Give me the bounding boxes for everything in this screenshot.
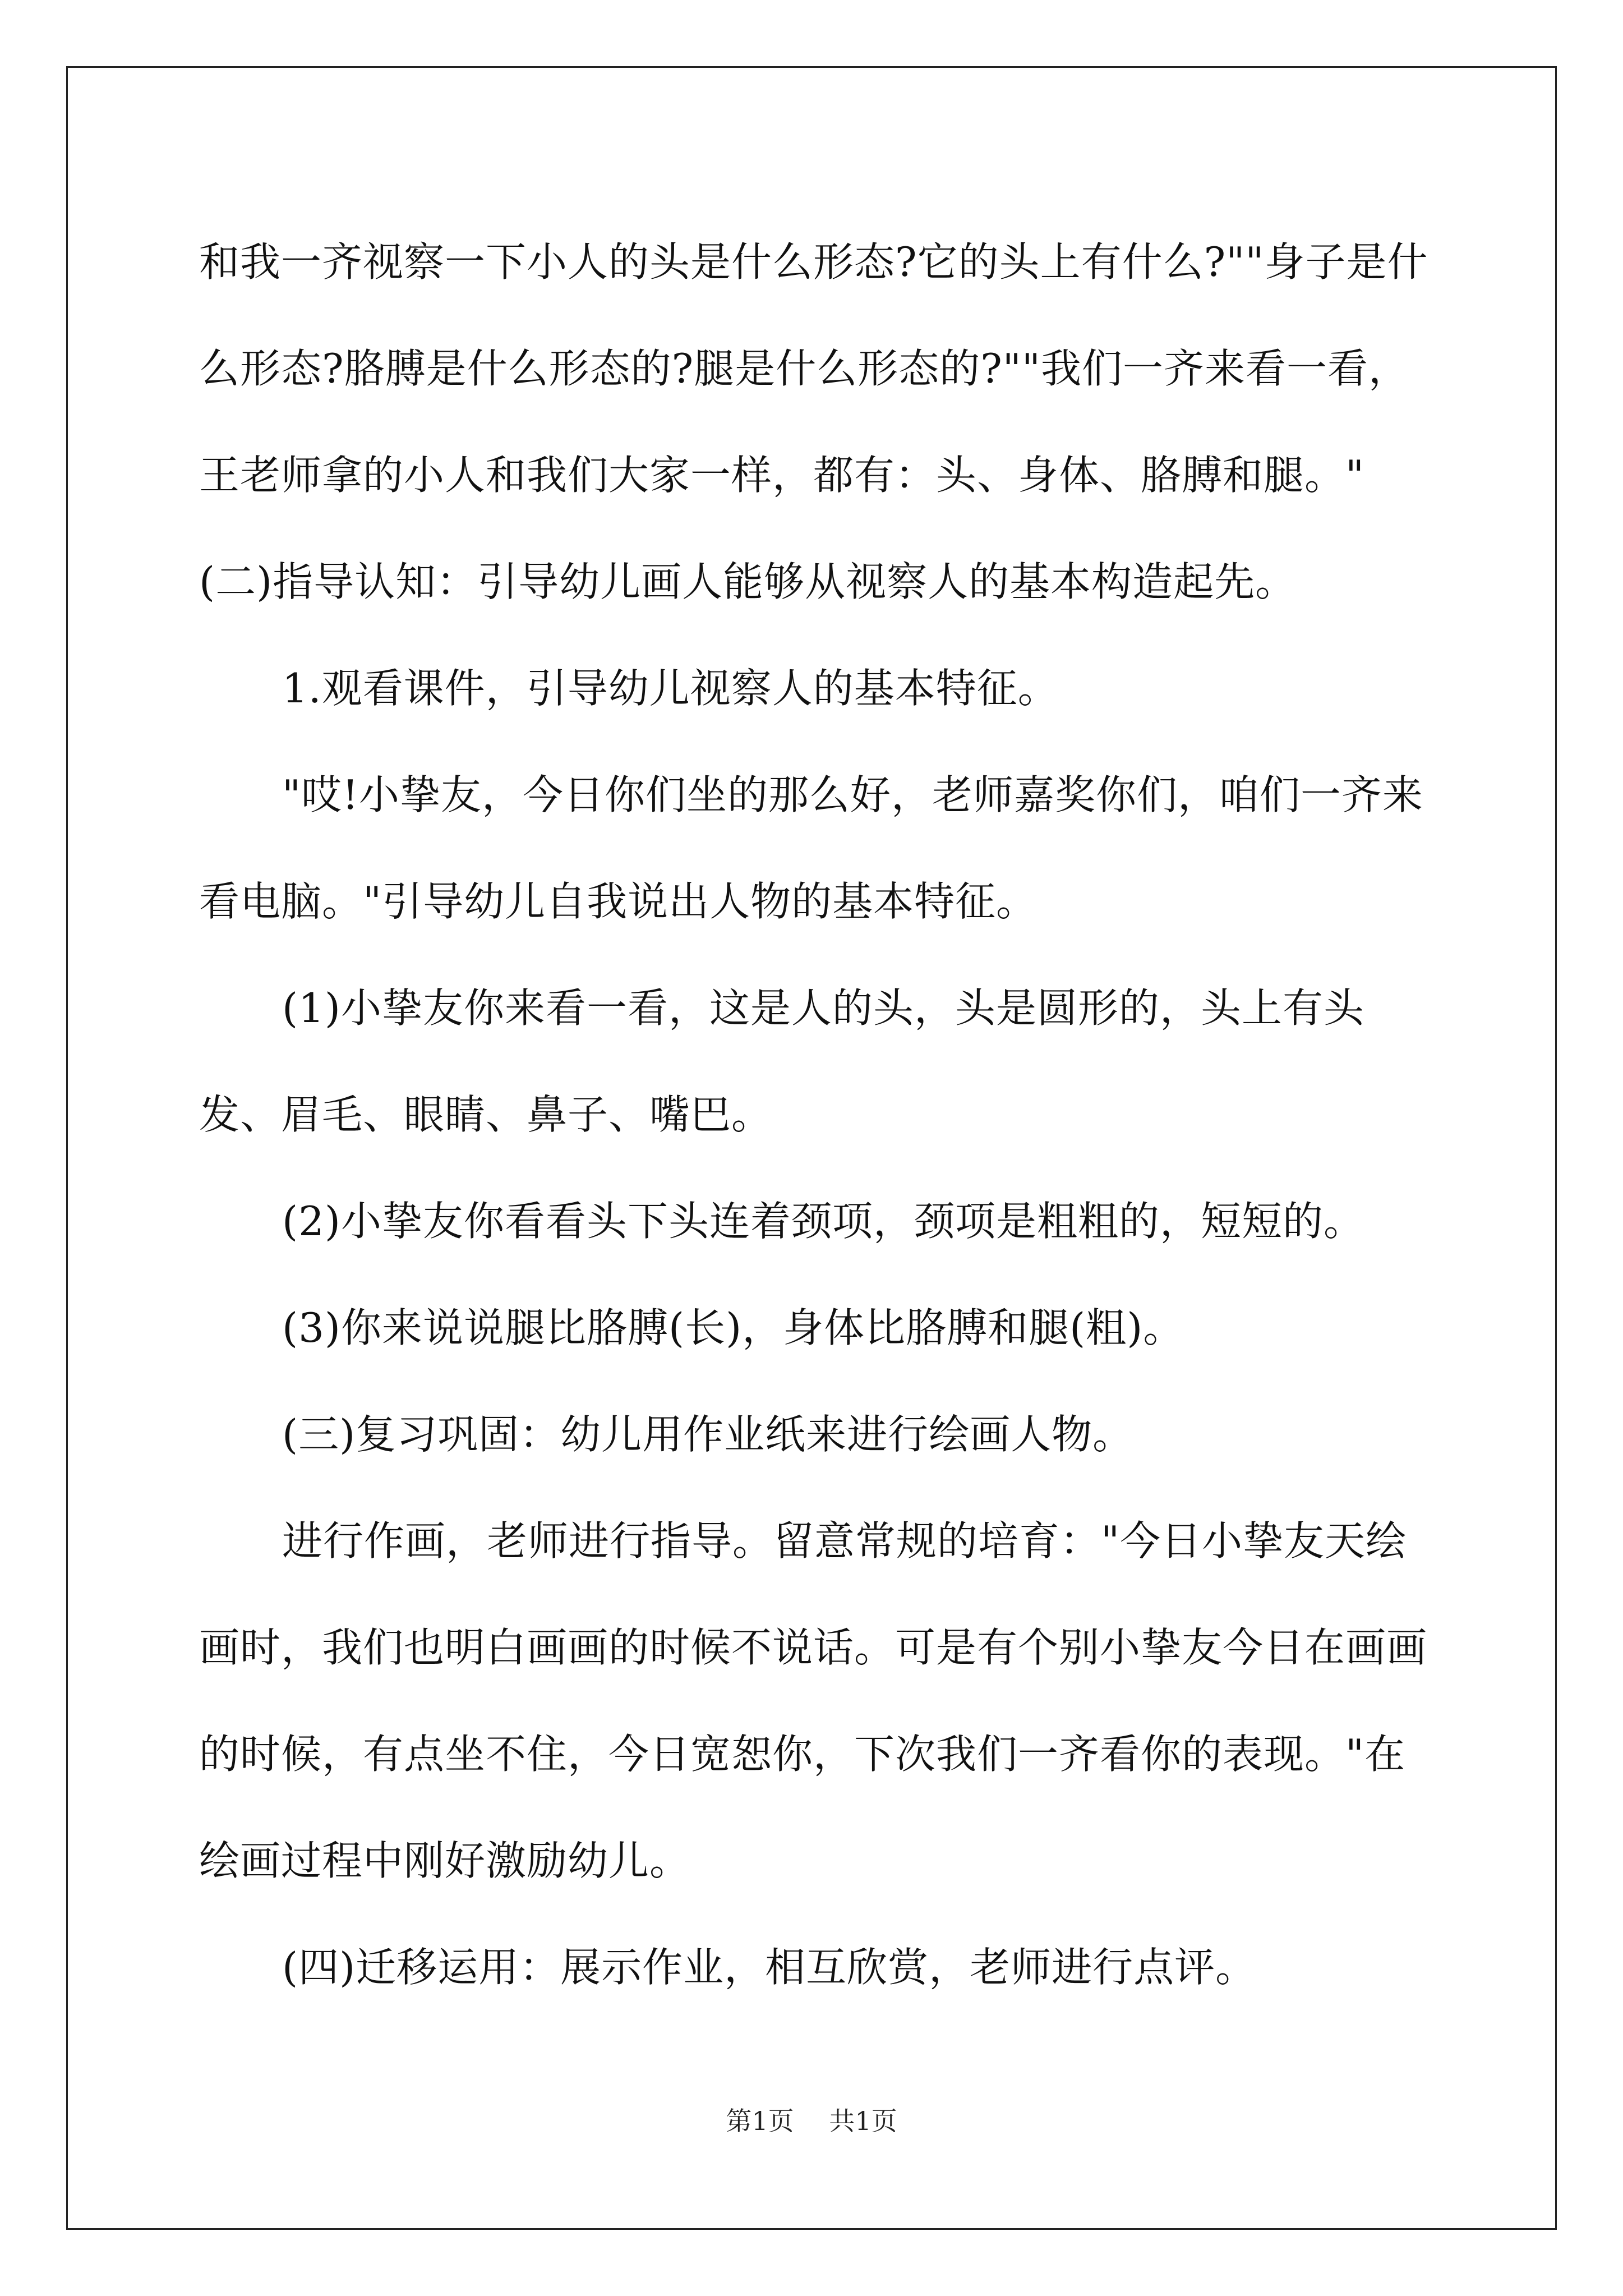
page-number: 第1页 <box>726 2106 794 2136</box>
paragraph-4: (1)小挚友你来看一看，这是人的头，头是圆形的，头上有头发、眉毛、眼睛、鼻子、嘴巴。 <box>199 984 1364 1138</box>
paragraph-8: 进行作画，老师进行指导。留意常规的培育："今日小挚友天绘画时，我们也明白画画的时候不说话。可是有个别小挚友今日在画画的时候，有点坐不住，今日宽恕你，下次我们一齐看你的表现。"在绘画过程中刚好激励幼儿。 <box>199 1517 1428 1884</box>
document-body <box>199 209 1433 2021</box>
paragraph-6: (3)你来说说腿比胳膊(长)，身体比胳膊和腿(粗)。 <box>282 1304 1184 1351</box>
paragraph-2: 1.观看课件，引导幼儿视察人的基本特征。 <box>282 665 1059 712</box>
paragraph-1: 和我一齐视察一下小人的头是什么形态?它的头上有什么?""身子是什么形态?胳膊是什么形态的?腿是什么形态的?""我们一齐来看一看，王老师拿的小人和我们大家一样，都有：头、身体、胳膊和腿。"(二)指导认知：引导幼儿画人能够从视察人的基本构造起先。 <box>199 238 1428 605</box>
paragraph-7: (三)复习巩固：幼儿用作业纸来进行绘画人物。 <box>282 1411 1134 1458</box>
page-total: 共1页 <box>829 2106 897 2136</box>
page-footer <box>0 2101 1623 2138</box>
paragraph-9: (四)迁移运用：展示作业，相互欣赏，老师进行点评。 <box>282 1944 1257 1991</box>
paragraph-3: "哎!小挚友，今日你们坐的那么好，老师嘉奖你们，咱们一齐来看电脑。"引导幼儿自我说出人物的基本特征。 <box>199 771 1424 925</box>
paragraph-5: (2)小挚友你看看头下头连着颈项，颈项是粗粗的，短短的。 <box>282 1198 1364 1245</box>
